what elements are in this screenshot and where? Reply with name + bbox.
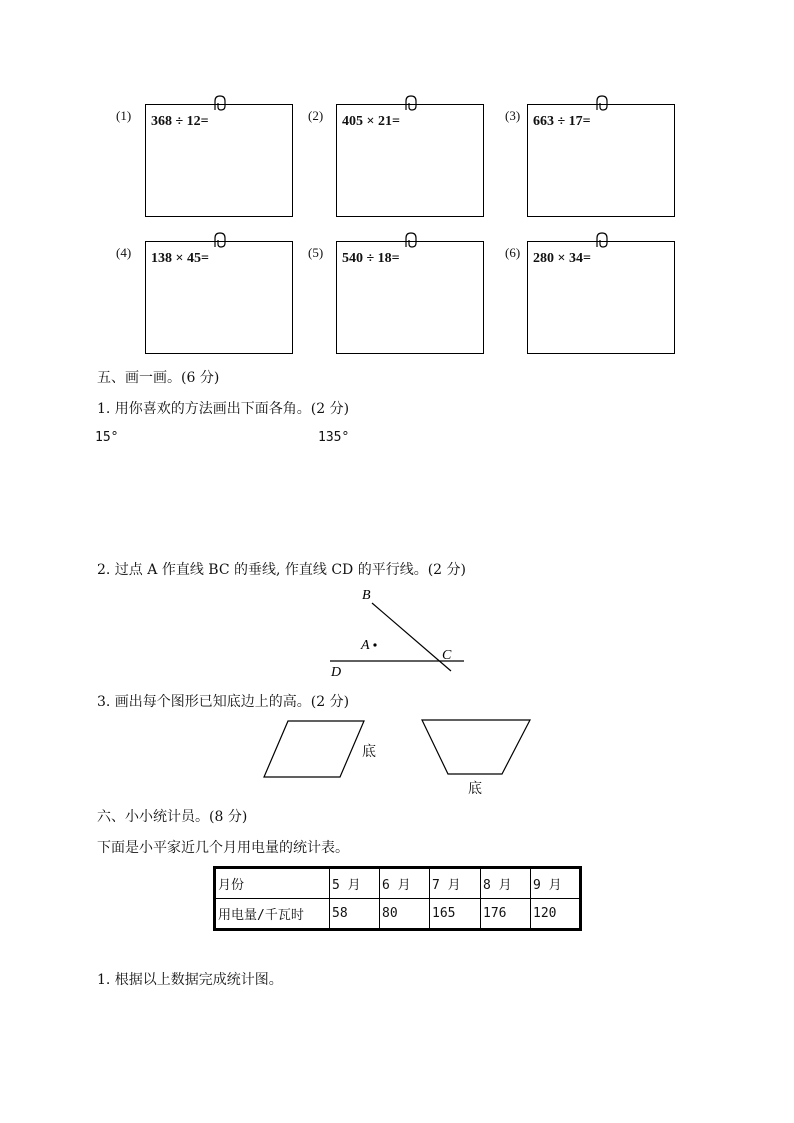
table-cell: 用电量/千瓦时 bbox=[215, 899, 330, 930]
paper-clip-icon bbox=[210, 231, 230, 251]
section-6-intro: 下面是小平家近几个月用电量的统计表。 bbox=[97, 840, 349, 856]
table-cell: 5 月 bbox=[330, 868, 380, 899]
calculation-expression: 663 ÷ 17= bbox=[533, 114, 591, 129]
section-6-question-1: 1. 根据以上数据完成统计图。 bbox=[97, 972, 283, 988]
angle-label-15: 15° bbox=[95, 430, 119, 445]
calculation-box[interactable] bbox=[336, 104, 484, 217]
label-b: B bbox=[362, 588, 371, 603]
base-label-trapezoid: 底 bbox=[468, 781, 482, 797]
calculation-expression: 540 ÷ 18= bbox=[342, 251, 400, 266]
problem-number: (4) bbox=[116, 245, 132, 260]
calculation-expression: 138 × 45= bbox=[151, 251, 209, 266]
section-5-question-2: 2. 过点 A 作直线 BC 的垂线, 作直线 CD 的平行线。(2 分) bbox=[97, 562, 466, 578]
paper-clip-icon bbox=[210, 94, 230, 114]
problem-number: (6) bbox=[505, 245, 521, 260]
electricity-usage-table bbox=[213, 866, 582, 931]
paper-clip-icon bbox=[401, 94, 421, 114]
table-cell: 8 月 bbox=[481, 868, 531, 899]
point-a bbox=[373, 643, 376, 646]
problem-number: (3) bbox=[505, 108, 521, 123]
table-cell: 6 月 bbox=[380, 868, 430, 899]
calculation-expression: 280 × 34= bbox=[533, 251, 591, 266]
calculation-box[interactable] bbox=[527, 241, 675, 354]
calculation-expression: 368 ÷ 12= bbox=[151, 114, 209, 129]
trapezoid-shape bbox=[418, 716, 534, 780]
paper-clip-icon bbox=[401, 231, 421, 251]
section-6-heading: 六、小小统计员。(8 分) bbox=[97, 809, 248, 825]
table-cell: 120 bbox=[531, 899, 581, 930]
section-5-question-1: 1. 用你喜欢的方法画出下面各角。(2 分) bbox=[97, 401, 350, 417]
angle-label-135: 135° bbox=[318, 430, 350, 445]
paper-clip-icon bbox=[592, 94, 612, 114]
problem-number: (5) bbox=[308, 245, 324, 260]
calculation-box[interactable] bbox=[145, 104, 293, 217]
table-cell: 9 月 bbox=[531, 868, 581, 899]
table-cell: 58 bbox=[330, 899, 380, 930]
label-d: D bbox=[331, 665, 342, 680]
table-row bbox=[215, 899, 581, 930]
table-cell: 月份 bbox=[215, 868, 330, 899]
line-figure bbox=[320, 585, 480, 685]
paper-clip-icon bbox=[592, 231, 612, 251]
label-c: C bbox=[442, 648, 452, 663]
table-cell: 80 bbox=[380, 899, 430, 930]
label-a: A bbox=[361, 638, 370, 653]
section-5-heading: 五、画一画。(6 分) bbox=[97, 370, 220, 386]
table-cell: 165 bbox=[430, 899, 481, 930]
problem-number: (1) bbox=[116, 108, 132, 123]
calculation-box[interactable] bbox=[527, 104, 675, 217]
calculation-expression: 405 × 21= bbox=[342, 114, 400, 129]
table-cell: 7 月 bbox=[430, 868, 481, 899]
problem-number: (2) bbox=[308, 108, 324, 123]
calculation-box[interactable] bbox=[145, 241, 293, 354]
base-label-parallelogram: 底 bbox=[362, 744, 376, 760]
table-header-row bbox=[215, 868, 581, 899]
section-5-question-3: 3. 画出每个图形已知底边上的高。(2 分) bbox=[97, 694, 350, 710]
table-cell: 176 bbox=[481, 899, 531, 930]
calculation-box[interactable] bbox=[336, 241, 484, 354]
